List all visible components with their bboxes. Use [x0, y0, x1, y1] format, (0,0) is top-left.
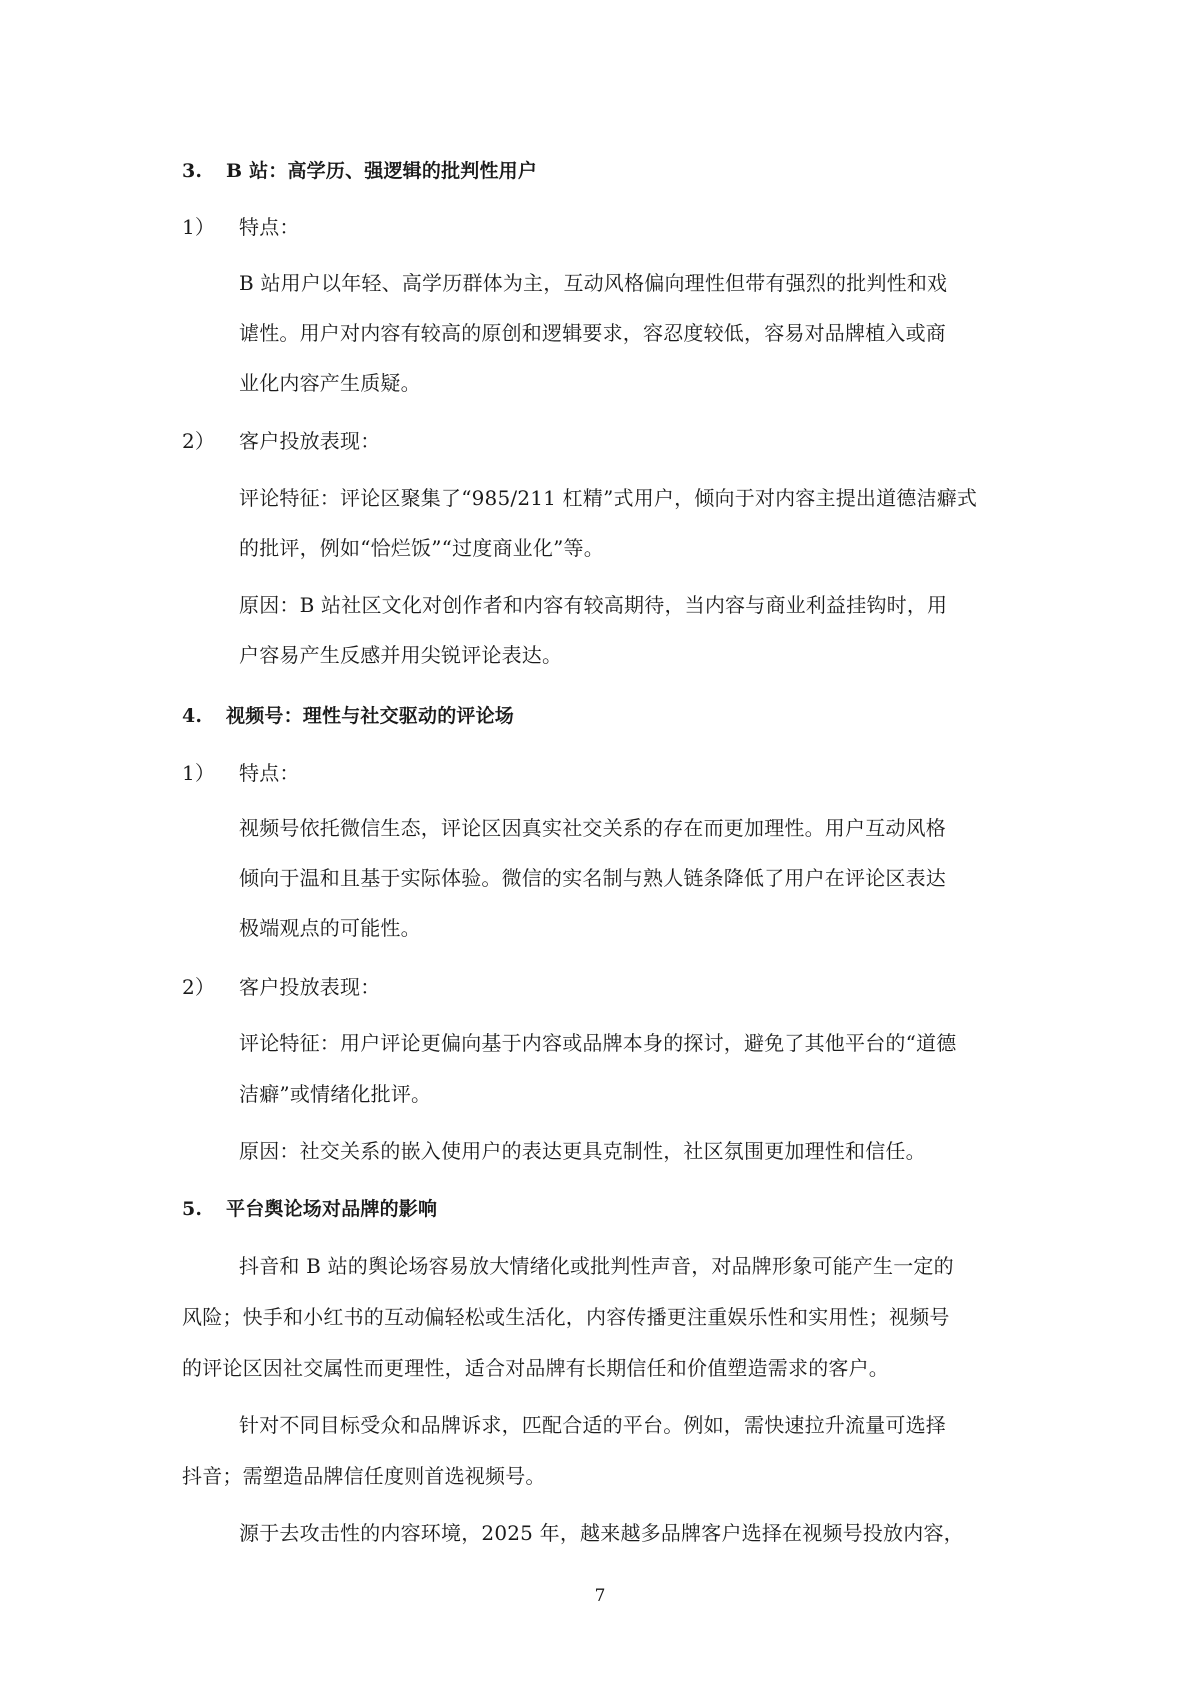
item-label-text: 客户投放表现： [239, 429, 381, 453]
section-title: B 站：高学历、强逻辑的批判性用户 [226, 160, 538, 182]
paragraph-line: 原因：社交关系的嵌入使用户的表达更具克制性，社区氛围更加理性和信任。 [239, 1139, 926, 1163]
section-heading-3 [182, 158, 537, 184]
paragraph-line: 倾向于温和且基于实际体验。微信的实名制与熟人链条降低了用户在评论区表达 [239, 866, 946, 890]
section-heading-5 [182, 1196, 437, 1222]
paragraph-line: 原因：B 站社区文化对创作者和内容有较高期待，当内容与商业利益挂钩时，用 [239, 593, 948, 617]
paragraph-line: 谑性。用户对内容有较高的原创和逻辑要求，容忍度较低，容易对品牌植入或商 [239, 321, 946, 345]
item-label [182, 760, 300, 786]
item-label [182, 428, 380, 454]
paragraph-line: 抖音和 B 站的舆论场容易放大情绪化或批判性声音，对品牌形象可能产生一定的 [239, 1254, 954, 1278]
section-number: 4. [182, 705, 203, 727]
item-label-text: 特点： [239, 761, 300, 785]
section-heading-4 [182, 703, 514, 729]
section-title: 视频号：理性与社交驱动的评论场 [226, 705, 515, 727]
item-number: 1） [182, 215, 216, 239]
item-label-text: 客户投放表现： [239, 975, 381, 999]
paragraph-line: 户容易产生反感并用尖锐评论表达。 [239, 643, 563, 667]
item-number: 2） [182, 975, 216, 999]
paragraph-line: 抖音；需塑造品牌信任度则首选视频号。 [182, 1464, 546, 1488]
item-number: 2） [182, 429, 216, 453]
paragraph-line: 评论特征：评论区聚集了“985/211 杠精”式用户，倾向于对内容主提出道德洁癖式 [239, 486, 978, 510]
section-number: 5. [182, 1198, 203, 1220]
paragraph-line: B 站用户以年轻、高学历群体为主，互动风格偏向理性但带有强烈的批判性和戏 [239, 271, 948, 295]
paragraph-line: 业化内容产生质疑。 [239, 371, 421, 395]
item-label-text: 特点： [239, 215, 300, 239]
paragraph-line: 洁癖”或情绪化批评。 [239, 1082, 432, 1106]
paragraph-line: 源于去攻击性的内容环境，2025 年，越来越多品牌客户选择在视频号投放内容， [239, 1521, 964, 1545]
section-number: 3. [182, 160, 203, 182]
item-label [182, 974, 380, 1000]
paragraph-line: 评论特征：用户评论更偏向基于内容或品牌本身的探讨，避免了其他平台的“道德 [239, 1031, 957, 1055]
section-title: 平台舆论场对品牌的影响 [226, 1198, 438, 1220]
page-number: 7 [594, 1586, 606, 1606]
paragraph-line: 针对不同目标受众和品牌诉求，匹配合适的平台。例如，需快速拉升流量可选择 [239, 1413, 946, 1437]
paragraph-line: 风险；快手和小红书的互动偏轻松或生活化，内容传播更注重娱乐性和实用性；视频号 [182, 1305, 950, 1329]
paragraph-line: 的批评，例如“恰烂饭”“过度商业化”等。 [239, 536, 604, 560]
paragraph-line: 视频号依托微信生态，评论区因真实社交关系的存在而更加理性。用户互动风格 [239, 816, 946, 840]
item-label [182, 214, 300, 240]
paragraph-line: 极端观点的可能性。 [239, 916, 421, 940]
paragraph-line: 的评论区因社交属性而更理性，适合对品牌有长期信任和价值塑造需求的客户。 [182, 1356, 889, 1380]
item-number: 1） [182, 761, 216, 785]
